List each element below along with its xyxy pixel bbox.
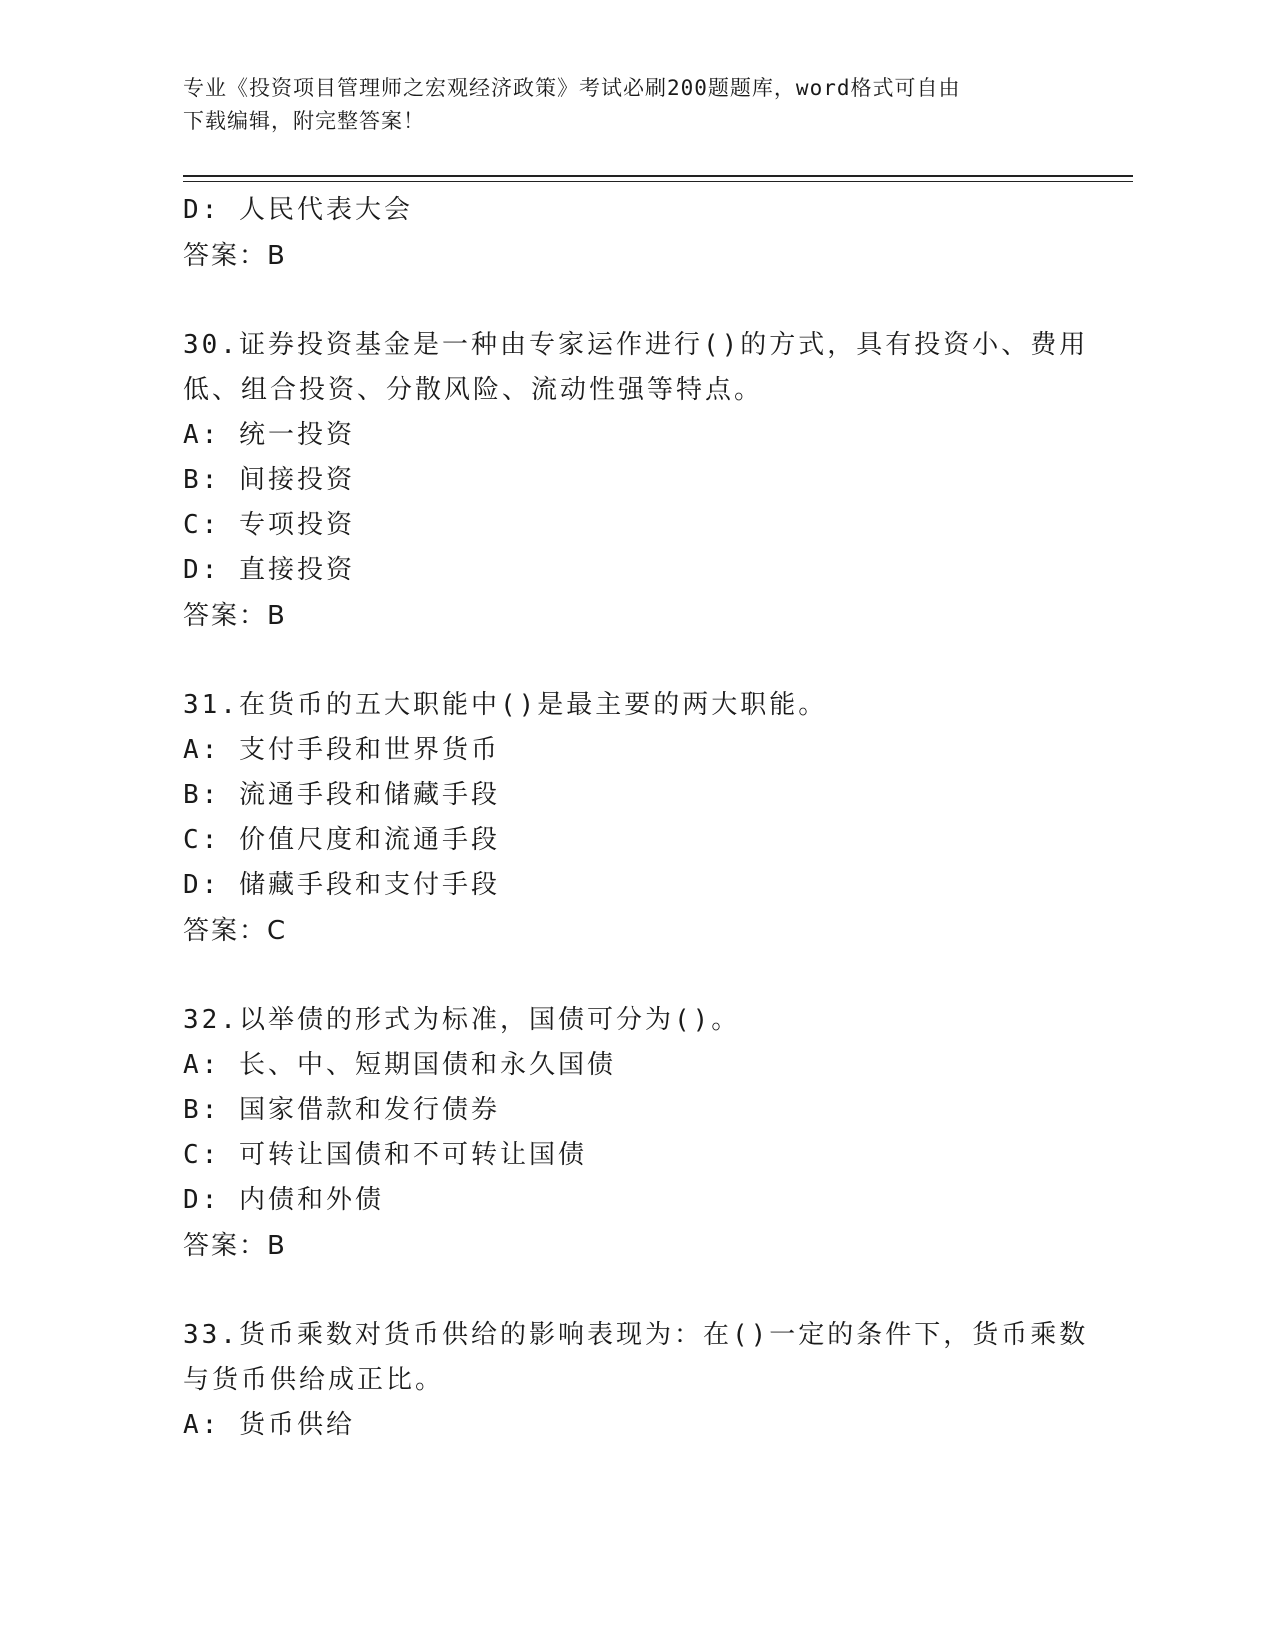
question-33 — [183, 1313, 1089, 1448]
header-line-1: 专业《投资项目管理师之宏观经济政策》考试必刷200题题库，word格式可自由 — [183, 76, 961, 100]
document-header — [183, 72, 1063, 138]
option-a: A: 统一投资 — [183, 420, 355, 450]
question-list — [183, 188, 1089, 1448]
question-stem-line: 33.货币乘数对货币供给的影响表现为：在()一定的条件下，货币乘数 — [183, 1320, 1089, 1350]
answer-line: 答案：C — [183, 916, 288, 946]
option-d: D: 直接投资 — [183, 555, 355, 585]
header-line-2: 下载编辑，附完整答案！ — [183, 109, 425, 133]
answer-line: 答案：B — [183, 601, 287, 631]
spacer — [183, 954, 1063, 998]
option-a: A: 货币供给 — [183, 1410, 355, 1440]
option-c: C: 可转让国债和不可转让国债 — [183, 1140, 587, 1170]
spacer — [183, 279, 1063, 323]
question-stem-line: 32.以举债的形式为标准，国债可分为()。 — [183, 1005, 741, 1035]
option-d: D: 储藏手段和支付手段 — [183, 870, 500, 900]
option-c: C: 价值尺度和流通手段 — [183, 825, 500, 855]
option-a: A: 长、中、短期国债和永久国债 — [183, 1050, 616, 1080]
question-stem-line: 与货币供给成正比。 — [183, 1365, 445, 1395]
answer-line: 答案：B — [183, 1231, 287, 1261]
header-divider-thin — [183, 181, 1133, 182]
carryover-answer: 答案：B — [183, 241, 287, 271]
header-divider-thick — [183, 175, 1133, 177]
option-b: B: 流通手段和储藏手段 — [183, 780, 500, 810]
option-d: D: 内债和外债 — [183, 1185, 384, 1215]
option-b: B: 国家借款和发行债券 — [183, 1095, 500, 1125]
option-b: B: 间接投资 — [183, 465, 355, 495]
question-stem-line: 低、组合投资、分散风险、流动性强等特点。 — [183, 375, 764, 405]
option-c: C: 专项投资 — [183, 510, 355, 540]
question-stem-line: 30.证券投资基金是一种由专家运作进行()的方式，具有投资小、费用 — [183, 330, 1089, 360]
spacer — [183, 1269, 1063, 1313]
question-30 — [183, 323, 1089, 639]
spacer — [183, 639, 1063, 683]
question-stem-line: 31.在货币的五大职能中()是最主要的两大职能。 — [183, 690, 828, 720]
carryover-option-d: D: 人民代表大会 — [183, 195, 413, 225]
question-31 — [183, 683, 1063, 954]
option-a: A: 支付手段和世界货币 — [183, 735, 500, 765]
question-32 — [183, 998, 1063, 1269]
